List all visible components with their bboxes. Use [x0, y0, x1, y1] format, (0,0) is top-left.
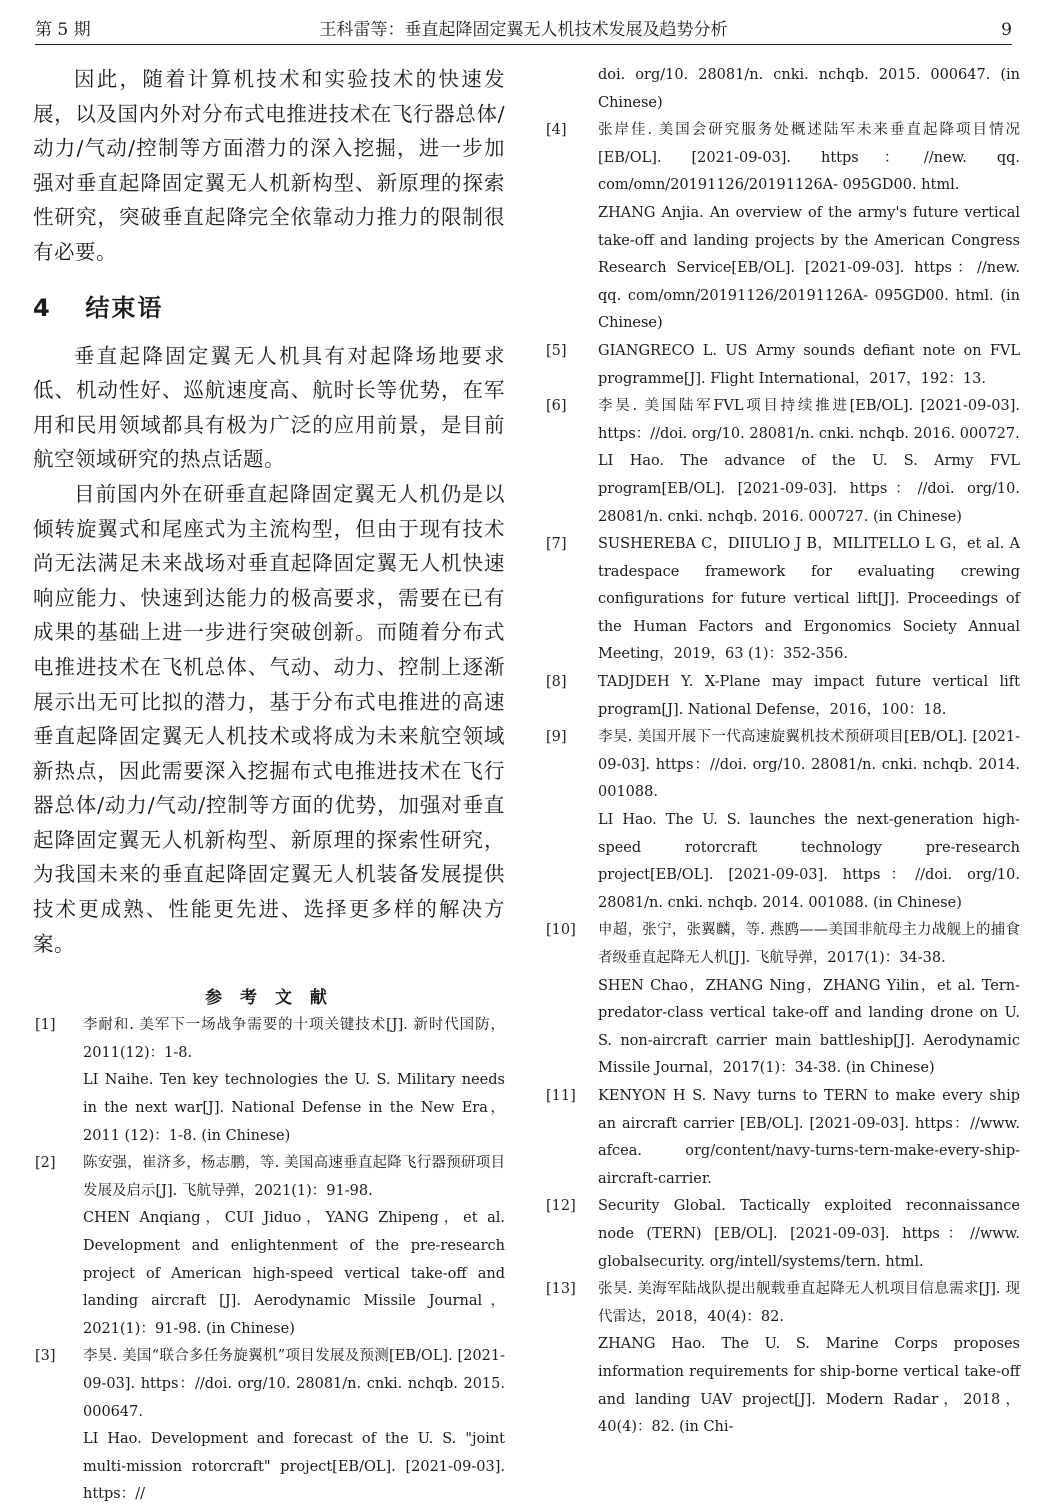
- reference-text: SUSHEREBA C，DIIULIO J B，MILITELLO L G，et al. A tradespace framework for evaluating crewing configurations for future vertical lift[J]. Proceedings of the Human Factors and Ergonomics Society Annual Meeting，2019，63 (1)：352-356.: [598, 536, 1020, 663]
- reference-text-en: SHEN Chao，ZHANG Ning，ZHANG Yilin，et al. Tern-predator-class vertical take-off and landing drone on U. S. non-aircraft carrier main battleship[J]. Aerodynamic Missile Journal，2017(1)：34-38. (in Chinese): [598, 977, 1020, 1077]
- reference-text-zh: 申超，张宁，张翼麟，等. 燕鸥——美国非航母主力战舰上的捕食者级垂直起降无人机[J]. 飞航导弹，2017(1)：34-38.: [598, 922, 1020, 966]
- reference-item: [33, 1012, 505, 1150]
- reference-text: Security Global. Tactically exploited reconnaissance node (TERN) [EB/OL]. [2021-09-03]. https：//www. globalsecurity. org/intell/systems/tern. html.: [598, 1198, 1020, 1270]
- reference-text-en: LI Hao. Development and forecast of the U. S. "joint multi-mission rotorcraft" project[EB/OL]. [2021-09-03]. https：//: [83, 1431, 505, 1503]
- conclusion-paragraph-1: 垂直起降固定翼无人机具有对起降场地要求低、机动性好、巡航速度高、航时长等优势，在军用和民用领域都具有极为广泛的应用前景，是目前航空领域研究的热点话题。: [33, 343, 505, 472]
- reference-text-zh: 李昊. 美国“联合多任务旋翼机”项目发展及预测[EB/OL]. [2021-09-03]. https：//doi. org/10. 28081/n. cnki. nchqb. 2015. 000647.: [83, 1348, 505, 1420]
- reference-item: [33, 1343, 505, 1509]
- reference-text-en: LI Naihe. Ten key technologies the U. S. Military needs in the next war[J]. National Defense in the New Era，2011 (12)：1-8. (in Chinese): [83, 1072, 505, 1144]
- reference-text-zh: 李昊. 美国陆军FVL项目持续推进[EB/OL]. [2021-09-03]. https：//doi. org/10. 28081/n. cnki. nchqb. 2016. 000727.: [598, 398, 1020, 442]
- right-column: [546, 62, 1020, 1442]
- reference-item: [546, 117, 1020, 338]
- reference-text-en: ZHANG Anjia. An overview of the army's future vertical take-off and landing projects by the American Congress Research Service[EB/OL]. [2021-09-03]. https：//new. qq. com/omn/20191126/20191126A- 095GD00. html. (in Chinese): [598, 204, 1020, 332]
- reference-continuation-text: doi. org/10. 28081/n. cnki. nchqb. 2015. 000647. (in Chinese): [598, 67, 1020, 111]
- reference-number: [7]: [546, 536, 567, 553]
- reference-text-zh: 李昊. 美国开展下一代高速旋翼机技术预研项目[EB/OL]. [2021-09-03]. https：//doi. org/10. 28081/n. cnki. nchqb. 2014. 001088.: [598, 729, 1020, 801]
- reference-number: [3]: [35, 1348, 56, 1365]
- references-heading: 参 考 文 献: [205, 988, 333, 1009]
- reference-text-zh: 张昊. 美海军陆战队提出舰载垂直起降无人机项目信息需求[J]. 现代雷达，2018，40(4)：82.: [598, 1281, 1020, 1325]
- reference-text-en: LI Hao. The U. S. launches the next-generation high-speed rotorcraft technology pre-research project[EB/OL]. [2021-09-03]. https：//doi. org/10. 28081/n. cnki. nchqb. 2014. 001088. (in Chinese): [598, 812, 1020, 911]
- left-column: [33, 62, 505, 1509]
- issue-label: 第 5 期: [35, 20, 91, 40]
- reference-text-en: LI Hao. The advance of the U. S. Army FVL program[EB/OL]. [2021-09-03]. https：//doi. org/10. 28081/n. cnki. nchqb. 2016. 000727. (in Chinese): [598, 453, 1020, 525]
- page-number: 9: [1001, 20, 1012, 40]
- reference-number: [8]: [546, 674, 567, 691]
- section-number: 4: [33, 293, 52, 322]
- reference-continuation: [546, 62, 1020, 117]
- reference-number: [1]: [35, 1017, 56, 1034]
- reference-item: [546, 1276, 1020, 1442]
- reference-number: [6]: [546, 398, 567, 415]
- reference-text: TADJDEH Y. X-Plane may impact future vertical lift program[J]. National Defense，2016，100：18.: [598, 674, 1020, 718]
- reference-text-zh: 陈安强，崔济多，杨志鹏，等. 美国高速垂直起降飞行器预研项目发展及启示[J]. 飞航导弹，2021(1)：91-98.: [83, 1155, 505, 1199]
- reference-item: [33, 1150, 505, 1343]
- reference-item: [546, 724, 1020, 917]
- reference-number: [11]: [546, 1087, 576, 1104]
- reference-item: [546, 669, 1020, 724]
- reference-item: [546, 1193, 1020, 1276]
- reference-item: [546, 338, 1020, 393]
- reference-number: [4]: [546, 122, 567, 139]
- reference-text: GIANGRECO L. US Army sounds defiant note on FVL programme[J]. Flight International，2017，192：13.: [598, 342, 1020, 387]
- reference-text-en: ZHANG Hao. The U. S. Marine Corps proposes information requirements for ship-borne vertical take-off and landing UAV project[J]. Modern Radar，2018，40(4)：82. (in Chi-: [598, 1336, 1020, 1436]
- reference-item: [546, 531, 1020, 669]
- reference-item: [546, 393, 1020, 531]
- reference-number: [13]: [546, 1281, 576, 1298]
- section-title: 结束语: [85, 293, 164, 322]
- reference-item: [546, 1083, 1020, 1193]
- section-heading: [33, 288, 505, 323]
- running-header: [35, 16, 1012, 45]
- reference-text: KENYON H S. Navy turns to TERN to make every ship an aircraft carrier [EB/OL]. [2021-09-03]. https：//www. afcea. org/content/navy-turns-tern-make-every-ship-aircraft-carrier.: [598, 1087, 1020, 1187]
- conclusion-paragraph-2: 目前国内外在研垂直起降固定翼无人机仍是以倾转旋翼式和尾座式为主流构型，但由于现有技术尚无法满足未来战场对垂直起降固定翼无人机快速响应能力、快速到达能力的极高要求，需要在已有成果的基础上进一步进行突破创新。而随着分布式电推进技术在飞机总体、气动、动力、控制上逐渐展示出无可比拟的潜力，基于分布式电推进的高速垂直起降固定翼无人机技术或将成为未来航空领域新热点，因此需要深入挖掘布式电推进技术在飞行器总体/动力/气动/控制等方面的优势，加强对垂直起降固定翼无人机新构型、新原理的探索性研究，为我国未来的垂直起降固定翼无人机装备发展提供技术更成熟、性能更先进、选择更多样的解决方案。: [33, 481, 505, 956]
- reference-number: [9]: [546, 729, 567, 746]
- reference-number: [12]: [546, 1198, 576, 1215]
- reference-number: [10]: [546, 922, 576, 939]
- reference-text-zh: 张岸佳. 美国会研究服务处概述陆军未来垂直起降项目情况[EB/OL]. [2021-09-03]. https：//new. qq. com/omn/20191126/20191126A- 095GD00. html.: [598, 122, 1020, 194]
- intro-paragraph: 因此，随着计算机技术和实验技术的快速发展，以及国内外对分布式电推进技术在飞行器总体/动力/气动/控制等方面潜力的深入挖掘，进一步加强对垂直起降固定翼无人机新构型、新原理的探索性研究，突破垂直起降完全依靠动力推力的限制很有必要。: [33, 67, 505, 264]
- reference-number: [2]: [35, 1155, 56, 1172]
- reference-item: [546, 917, 1020, 1083]
- running-title: 王科雷等：垂直起降固定翼无人机技术发展及趋势分析: [319, 20, 728, 40]
- reference-number: [5]: [546, 342, 567, 359]
- reference-text-zh: 李耐和. 美军下一场战争需要的十项关键技术[J]. 新时代国防，2011(12)：1-8.: [83, 1017, 505, 1061]
- reference-text-en: CHEN Anqiang，CUI Jiduo，YANG Zhipeng，et al. Development and enlightenment of the pre-research project of American high-speed vertical take-off and landing aircraft [J]. Aerodynamic Missile Journal，2021(1)：91-98. (in Chinese): [83, 1210, 505, 1337]
